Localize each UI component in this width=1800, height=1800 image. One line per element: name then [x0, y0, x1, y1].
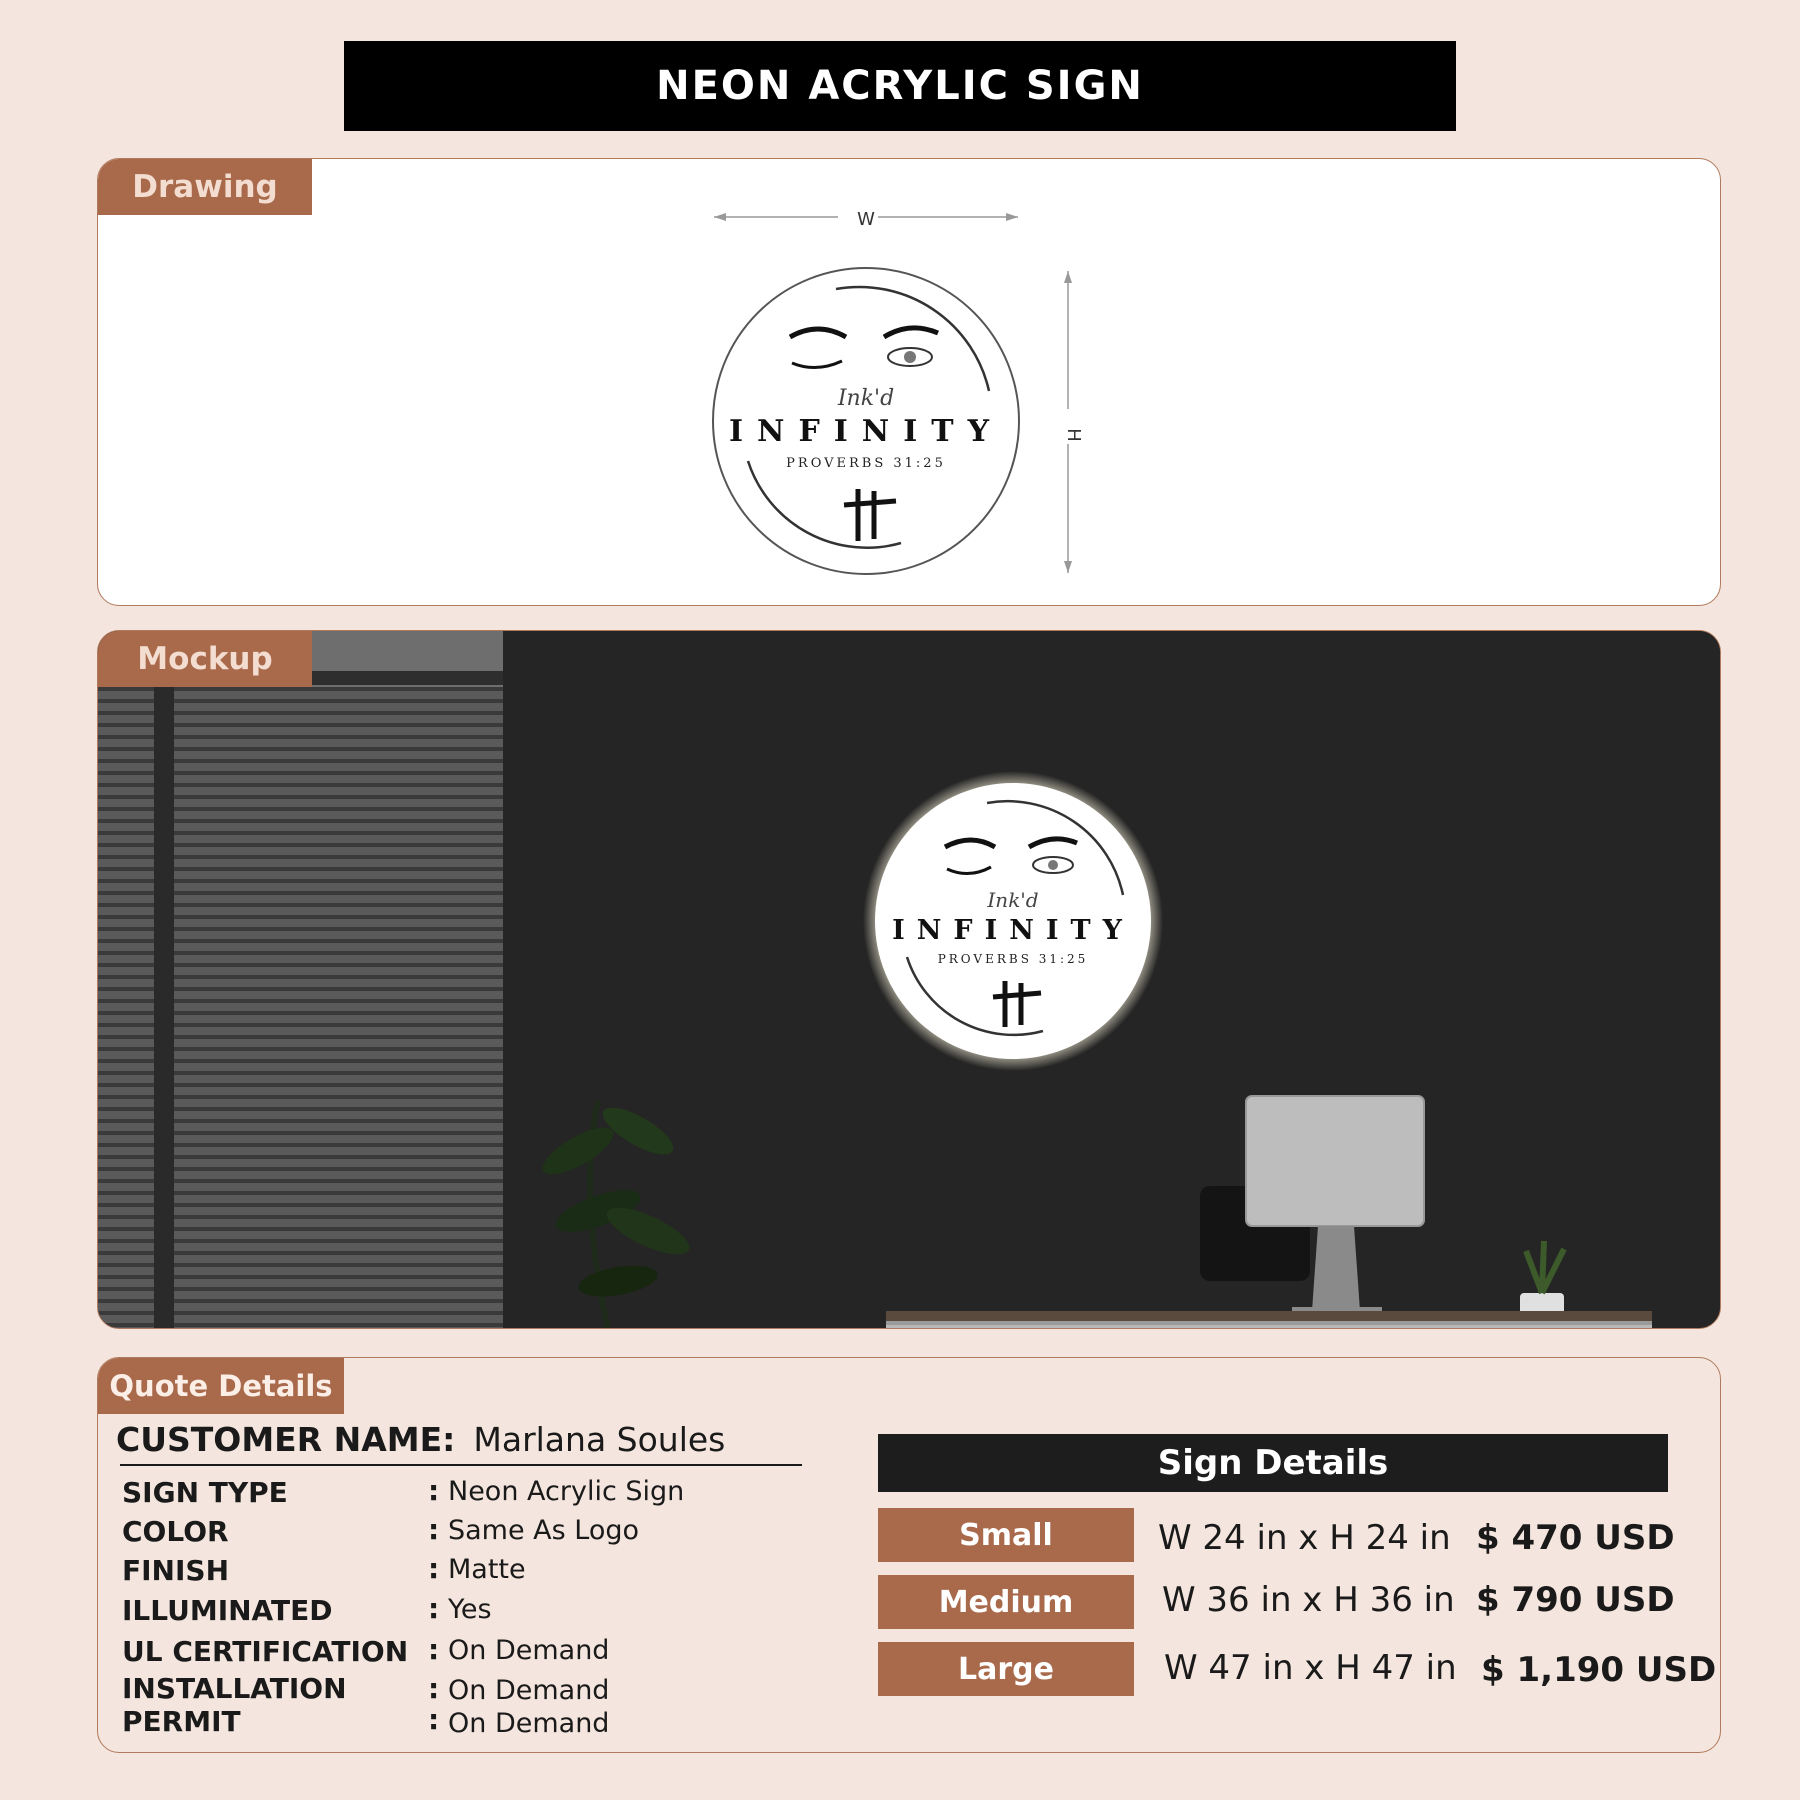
mockup-logo-script: Ink'd	[987, 888, 1039, 912]
customer-name: Marlana Soules	[473, 1420, 726, 1459]
spec-label: PERMIT	[122, 1705, 241, 1738]
logo-script: Ink'd	[837, 386, 895, 411]
monitor	[1246, 1096, 1424, 1226]
spec-value: Matte	[448, 1554, 526, 1585]
spec-colon: :	[428, 1633, 440, 1666]
quote-panel	[97, 1357, 1721, 1753]
spec-value: Neon Acrylic Sign	[448, 1476, 685, 1507]
logo-drawing	[713, 268, 1019, 574]
logo-name: INFINITY	[729, 414, 1003, 449]
mockup-tab: Mockup	[98, 631, 312, 687]
spec-value: On Demand	[448, 1635, 610, 1666]
spec-colon: :	[428, 1552, 440, 1585]
logo-verse: PROVERBS 31:25	[786, 456, 946, 471]
size-dimensions: W 24 in x H 24 in	[1158, 1518, 1451, 1558]
spec-colon: :	[428, 1703, 440, 1736]
size-large-button[interactable]: Large	[878, 1642, 1134, 1696]
size-small-button[interactable]: Small	[878, 1508, 1134, 1562]
width-marker: W	[857, 209, 875, 230]
logo-mockup	[863, 771, 1163, 1071]
drawing-tab: Drawing	[98, 159, 312, 215]
height-marker: H	[1063, 428, 1084, 442]
size-price: $ 1,190 USD	[1481, 1650, 1717, 1690]
mockup-logo-name: INFINITY	[892, 915, 1134, 946]
spec-colon: :	[428, 1592, 440, 1625]
page-title: NEON ACRYLIC SIGN	[344, 41, 1456, 131]
customer-label: CUSTOMER NAME:	[116, 1420, 456, 1459]
spec-label: SIGN TYPE	[122, 1476, 288, 1509]
size-dimensions: W 47 in x H 47 in	[1164, 1648, 1457, 1688]
customer-underline	[120, 1464, 802, 1466]
quote-tab: Quote Details	[98, 1358, 344, 1414]
spec-value: Yes	[448, 1594, 492, 1625]
size-price: $ 790 USD	[1476, 1580, 1675, 1620]
sign-details-header: Sign Details	[878, 1434, 1668, 1492]
mockup-scene	[98, 631, 1721, 1329]
mockup-panel	[97, 630, 1721, 1329]
spec-label: FINISH	[122, 1554, 229, 1587]
spec-value: On Demand	[448, 1708, 610, 1739]
size-medium-button[interactable]: Medium	[878, 1575, 1134, 1629]
spec-label: INSTALLATION	[122, 1672, 347, 1705]
customer-row	[116, 1420, 725, 1459]
spec-colon: :	[428, 1474, 440, 1507]
spec-label: UL CERTIFICATION	[122, 1635, 409, 1668]
size-dimensions: W 36 in x H 36 in	[1162, 1580, 1455, 1620]
spec-label: COLOR	[122, 1515, 229, 1548]
dimension-drawing	[98, 159, 1721, 606]
spec-colon: :	[428, 1672, 440, 1705]
spec-value: On Demand	[448, 1675, 610, 1706]
mockup-logo-verse: PROVERBS 31:25	[937, 952, 1089, 966]
spec-label: ILLUMINATED	[122, 1594, 333, 1627]
spec-colon: :	[428, 1513, 440, 1546]
size-price: $ 470 USD	[1476, 1518, 1675, 1558]
drawing-panel	[97, 158, 1721, 606]
spec-value: Same As Logo	[448, 1515, 640, 1546]
